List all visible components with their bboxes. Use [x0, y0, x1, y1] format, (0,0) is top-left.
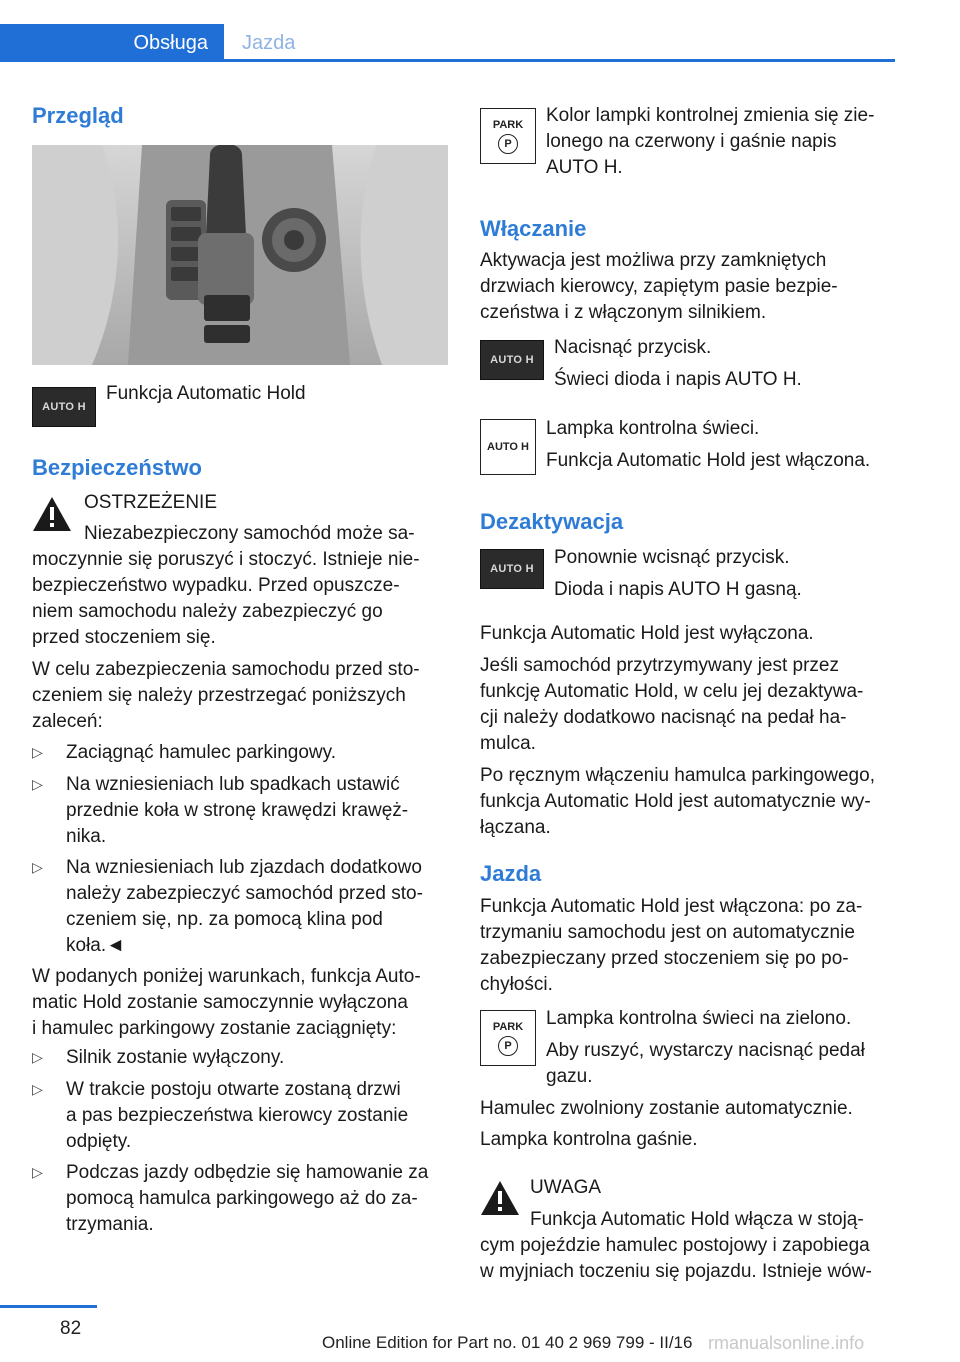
intro-line-1: W celu zabezpieczenia samochodu przed sto-: [32, 659, 420, 680]
caution-title: UWAGA: [530, 1177, 602, 1198]
on-lamp-1: Lampka kontrolna świeci.: [546, 418, 760, 439]
on-text-line-2: drzwiach kierowcy, zapiętym pasie bezpie-: [480, 276, 838, 297]
bullet-triangle-icon: ▷: [32, 1164, 43, 1180]
heading-overview: Przegląd: [32, 103, 124, 128]
caution-line-3: w myjniach toczeniu się pojazdu. Istnieje wów-: [480, 1261, 872, 1282]
tab-jazda[interactable]: Jazda: [242, 32, 296, 54]
drive-lamp-2-line-2: gazu.: [546, 1066, 593, 1087]
drive-lamp-2-line-1: Aby ruszyć, wystarczy nacisnąć pedał: [546, 1040, 865, 1061]
on-text-line-3: czeństwa i z włączonym silnikiem.: [480, 302, 767, 323]
edition-note: Online Edition for Part no. 01 40 2 969 799 - II/16: [322, 1333, 693, 1352]
warning-triangle-icon: [32, 496, 72, 532]
off-p2-line-2: funkcję Automatic Hold, w celu jej dezaktywa-: [480, 681, 864, 702]
warning-line-4: niem samochodu należy zabezpieczyć go: [32, 601, 383, 622]
auto-h-indicator-icon: AUTO H: [480, 419, 536, 475]
bullet-triangle-icon: ▷: [32, 1049, 43, 1065]
drive-text-line-2: trzymaniu samochodu jest on automatycznie: [480, 922, 855, 943]
intro-line-3: zaleceń:: [32, 711, 103, 732]
drive-text-line-4: chyłości.: [480, 974, 553, 995]
warning-line-1: Niezabezpieczony samochód może sa-: [84, 523, 415, 544]
intro2-line-1: W podanych poniżej warunkach, funkcja Auto-: [32, 966, 421, 987]
heading-off: Dezaktywacja: [480, 509, 624, 534]
off-p2-line-4: mulca.: [480, 733, 536, 754]
warning-line-3: bezpieczeństwo wypadku. Przed opuszcze-: [32, 575, 400, 596]
off-paragraph-1: Funkcja Automatic Hold jest wyłączona.: [480, 623, 814, 644]
off-p3-line-2: funkcja Automatic Hold jest automatycznie wy-: [480, 791, 871, 812]
park-indicator-icon: PARK P: [480, 1010, 536, 1066]
off-p2-line-1: Jeśli samochód przytrzymywany jest przez: [480, 655, 839, 676]
auto-h-button-icon: AUTO H: [480, 340, 544, 380]
heading-drive: Jazda: [480, 861, 542, 886]
off-p2-line-3: cji należy dodatkowo nacisnąć na pedał ha-: [480, 707, 847, 728]
page-number: 82: [60, 1318, 82, 1339]
chapter-tab-bar: [0, 24, 895, 62]
console-photo: [32, 145, 448, 365]
off-step-2: Dioda i napis AUTO H gasną.: [554, 579, 802, 600]
tab-obsluga[interactable]: Obsługa: [0, 24, 224, 62]
caution-triangle-icon: [480, 1180, 520, 1216]
drive-text-line-1: Funkcja Automatic Hold jest włączona: po za-: [480, 896, 863, 917]
bullet-triangle-icon: ▷: [32, 859, 43, 875]
drive-paragraph-2: Lampka kontrolna gaśnie.: [480, 1129, 698, 1150]
off-step-1: Ponownie wcisnąć przycisk.: [554, 547, 790, 568]
heading-safety: Bezpieczeństwo: [32, 455, 202, 480]
tab-bar-rule: [0, 59, 895, 62]
footer-rule: [0, 1305, 97, 1308]
warning-line-2: moczynnie się poruszyć i stoczyć. Istnieje nie-: [32, 549, 420, 570]
caution-line-1: Funkcja Automatic Hold włącza w stoją-: [530, 1209, 864, 1230]
bullet-triangle-icon: ▷: [32, 776, 43, 792]
auto-h-button-icon: AUTO H: [480, 549, 544, 589]
console-illustration: [32, 145, 448, 365]
drive-text-line-3: zabezpieczany przed stoczeniem się po po-: [480, 948, 849, 969]
watermark: rmanualsonline.info: [708, 1333, 865, 1353]
park-note-line-1: Kolor lampki kontrolnej zmienia się zie-: [546, 105, 875, 126]
intro2-line-2: matic Hold zostanie samoczynnie wyłączona: [32, 992, 408, 1013]
on-text-line-1: Aktywacja jest możliwa przy zamkniętych: [480, 250, 827, 271]
on-step-2: Świeci dioda i napis AUTO H.: [554, 369, 802, 390]
photo-caption: Funkcja Automatic Hold: [106, 383, 306, 404]
off-p3-line-3: łączana.: [480, 817, 551, 838]
drive-lamp-1: Lampka kontrolna świeci na zielono.: [546, 1008, 852, 1029]
park-indicator-icon: PARK P: [480, 108, 536, 164]
on-step-1: Nacisnąć przycisk.: [554, 337, 712, 358]
heading-on: Włączanie: [480, 216, 587, 241]
warning-title: OSTRZEŻENIE: [84, 492, 218, 513]
bullet-triangle-icon: ▷: [32, 744, 43, 760]
caution-line-2: cym pojeździe hamulec postojowy i zapobiega: [480, 1235, 870, 1256]
park-note-line-3: AUTO H.: [546, 157, 623, 178]
drive-paragraph-1: Hamulec zwolniony zostanie automatycznie.: [480, 1098, 853, 1119]
auto-h-button-icon: AUTO H: [32, 387, 96, 427]
bullet-triangle-icon: ▷: [32, 1081, 43, 1097]
intro-line-2: czeniem się należy przestrzegać poniższych: [32, 685, 406, 706]
off-p3-line-1: Po ręcznym włączeniu hamulca parkingowego,: [480, 765, 875, 786]
park-note-line-2: lonego na czerwony i gaśnie napis: [546, 131, 837, 152]
intro2-line-3: i hamulec parkingowy zostanie zaciągnięty:: [32, 1018, 397, 1039]
on-lamp-2: Funkcja Automatic Hold jest włączona.: [546, 450, 871, 471]
warning-line-5: przed stoczeniem się.: [32, 627, 216, 648]
